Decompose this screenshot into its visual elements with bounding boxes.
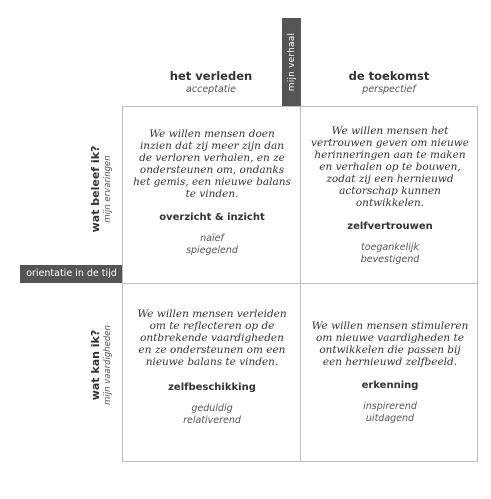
quadrant-traits xyxy=(311,242,469,266)
column-title-past: het verleden xyxy=(169,69,253,83)
quadrant-trait: inspirerend xyxy=(363,401,417,412)
quadrant-quote: We willen mensen verleiden om te reflecteren op de ontbrekende vaardigheden en ze ondersteunen om een nieuwe balans te vinden. xyxy=(137,308,287,368)
row-title-experience: wat beleef ik? xyxy=(89,145,102,233)
grid-divider-horizontal xyxy=(122,283,478,284)
quadrant-keyword: erkenning xyxy=(361,380,419,391)
row-title-skills: wat kan ik? xyxy=(89,329,102,401)
quadrant-traits xyxy=(133,403,291,427)
quadrant-future-experience xyxy=(311,125,469,266)
grid-divider-vertical xyxy=(300,106,301,462)
column-header-past xyxy=(123,69,299,95)
quadrant-trait: geduldig xyxy=(191,403,233,414)
column-header-future xyxy=(301,69,477,95)
my-story-axis-label: mijn verhaal xyxy=(286,32,297,92)
quadrant-past-experience xyxy=(133,128,291,257)
quadrant-quote: We willen mensen stimuleren om nieuwe vaardigheden te ontwikkelen die passen bij een hernieuwd zelfbeeld. xyxy=(311,320,469,368)
quadrant-trait: relativerend xyxy=(183,415,241,426)
quadrant-trait: bevestigend xyxy=(360,254,420,265)
quadrant-trait: naïef xyxy=(200,233,224,244)
quadrant-quote: We willen mensen het vertrouwen geven om nieuwe herinneringen aan te maken en verhalen op te bouwen, zodat zij een hernieuwd actorschap kunnen ontwikkelen. xyxy=(311,125,469,209)
quadrant-keyword: zelfvertrouwen xyxy=(347,221,433,232)
quadrant-quote: We willen mensen doen inzien dat zij meer zijn dan de verloren verhalen, en ze ondersteunen om, ondanks het gemis, een nieuwe balans te vinden. xyxy=(133,128,291,200)
column-subtitle-past: acceptatie xyxy=(186,84,236,95)
quadrant-keyword: overzicht & inzicht xyxy=(159,212,265,223)
row-header-skills xyxy=(89,295,113,435)
column-subtitle-future: perspectief xyxy=(362,84,416,95)
quadrant-traits xyxy=(311,401,469,425)
quadrant-traits xyxy=(133,233,291,257)
row-header-experience xyxy=(89,119,113,259)
time-orientation-axis-bar: orientatie in de tijd xyxy=(20,265,123,283)
quadrant-past-skills xyxy=(133,308,291,427)
row-subtitle-experience: mijn ervaringen xyxy=(103,155,113,223)
quadrant-future-skills xyxy=(311,320,469,425)
quadrant-keyword: zelfbeschikking xyxy=(168,382,256,393)
row-subtitle-skills: mijn vaardigheden xyxy=(103,325,113,405)
quadrant-trait: uitdagend xyxy=(365,413,415,424)
quadrant-trait: toegankelijk xyxy=(360,242,420,253)
quadrant-trait: spiegelend xyxy=(186,245,238,256)
column-title-future: de toekomst xyxy=(348,69,430,83)
